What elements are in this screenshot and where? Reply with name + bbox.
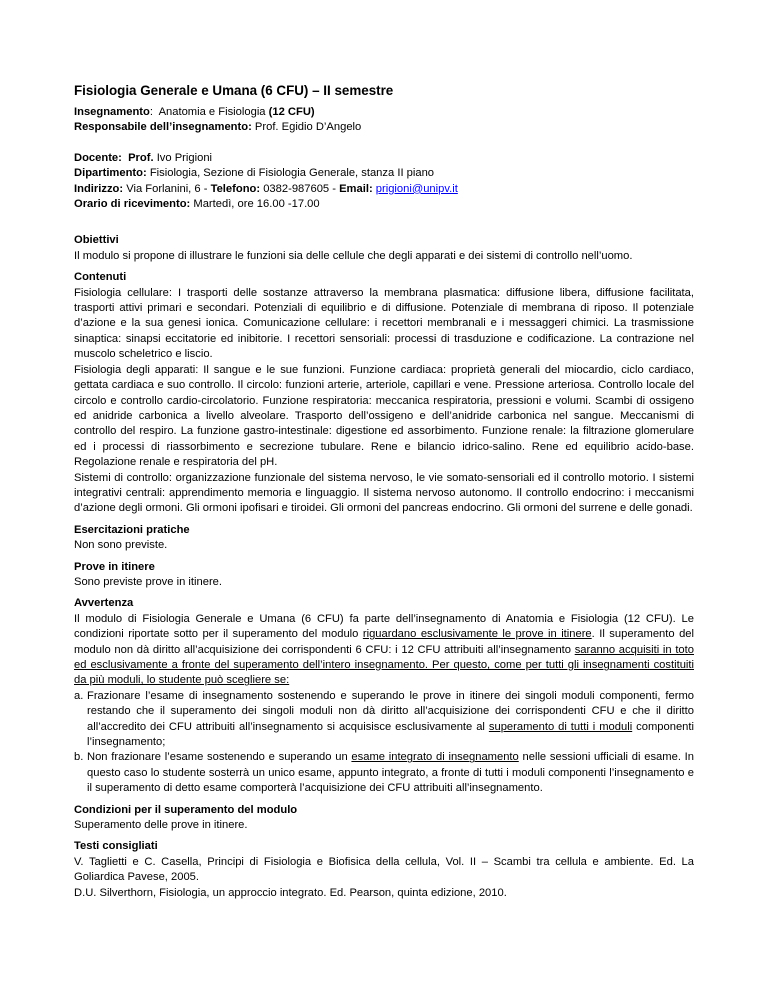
email-link[interactable]: prigioni@unipv.it xyxy=(375,182,458,195)
avvertenza-title: Avvertenza xyxy=(74,597,134,610)
indirizzo-label: Indirizzo: xyxy=(74,182,124,195)
esercitazioni-title: Esercitazioni pratiche xyxy=(74,523,190,536)
contenuti-title: Contenuti xyxy=(74,271,127,284)
insegnamento-value: Anatomia e Fisiologia xyxy=(158,106,266,118)
responsabile-line xyxy=(74,120,694,135)
obiettivi-title: Obiettivi xyxy=(74,234,119,247)
avvertenza-underline-2: saranno acquisiti in toto ed esclusivamente a fronte del superamento dell’intero insegnamento. Per questo, come per tutti gli insegnamenti costituiti da più moduli, lo studente può scegliere se: xyxy=(74,643,694,687)
obiettivi-text: Il modulo si propone di illustrare le funzioni sia delle cellule che degli apparati e dei sistemi di controllo nell’uomo. xyxy=(74,249,633,262)
avvertenza-options xyxy=(74,689,694,797)
prove-title: Prove in itinere xyxy=(74,560,155,573)
section-obiettivi xyxy=(74,233,694,264)
prove-text: Sono previste prove in itinere. xyxy=(74,575,223,588)
orario-line xyxy=(74,197,694,212)
section-prove xyxy=(74,560,694,591)
section-condizioni xyxy=(74,803,694,834)
section-testi xyxy=(74,839,694,901)
insegnamento-cfu: (12 CFU) xyxy=(268,106,315,118)
contenuti-paragraph-1: Fisiologia cellulare: I trasporti delle sostanze attraverso la membrana plasmatica: diffusione libera, diffusione facilitata, trasporti attivi primari e secondari. Potenziali di equilibrio e di diffusione. Potenziale di membrana di riposo. Il potenziale d’azione e la sua genesi ionica. Comunicazione cellulare: i recettori membranali e i messaggeri chimici. La trasmissione sinaptica: sinapsi eccitatorie ed inibitorie. I recettori sensoriali: processi di trasduzione e codificazione. La contrazione nel muscolo scheletrico e liscio. xyxy=(74,286,694,361)
option-b-end: nelle sessioni ufficiali di esame. In questo caso lo studente sosterrà un unico esame, appunto integrato, a fronte di tutti i moduli componenti l’insegnamento e il superamento di detto esame comporterà l’acquisizione dei CFU attribuiti all’insegnamento. xyxy=(87,751,694,795)
section-avvertenza xyxy=(74,596,694,796)
page-title: Fisiologia Generale e Umana (6 CFU) – II semestre xyxy=(74,83,394,98)
dipartimento-value: Fisiologia, Sezione di Fisiologia Generale, stanza II piano xyxy=(149,167,435,180)
list-marker-b: b. xyxy=(74,751,84,764)
telefono-value: 0382-987605 - xyxy=(263,182,336,195)
avvertenza-text-2: . Il superamento del modulo non dà diritto all’acquisizione dei corrispondenti 6 CFU: i 12 CFU attribuiti all’insegnamento xyxy=(74,628,695,656)
option-a-underline: superamento di tutti i moduli xyxy=(488,720,633,733)
list-marker-a: a. xyxy=(74,689,84,702)
contenuti-paragraph-3: Sistemi di controllo: organizzazione funzionale del sistema nervoso, le vie somato-sensoriali ed il controllo motorio. I sistemi integrativi centrali: apprendimento memoria e linguaggio. Il sistema nervoso autonomo. Il controllo endocrino: i meccanismi d’azione degli ormoni. Gli ormoni ipofisari e tiroidei. Gli ormoni del pancreas endocrino. Gli ormoni del surrene e delle gonadi. xyxy=(74,471,694,515)
list-item xyxy=(74,750,694,796)
avvertenza-text-1: Il modulo di Fisiologia Generale e Umana (6 CFU) fa parte dell’insegnamento di Anatomia e Fisiologia (12 CFU). Le condizioni riportate sotto per il superamento del modulo xyxy=(74,612,694,641)
responsabile-label: Responsabile dell’insegnamento: xyxy=(74,121,252,134)
esercitazioni-text: Non sono previste. xyxy=(74,539,168,552)
insegnamento-label: Insegnamento xyxy=(74,106,150,118)
docente-name: Ivo Prigioni xyxy=(156,151,213,164)
orario-value: Martedì, ore 16.00 -17.00 xyxy=(193,198,320,211)
contenuti-paragraph-2: Fisiologia degli apparati: Il sangue e le sue funzioni. Funzione cardiaca: proprietà generali del miocardio, ciclo cardiaco, gettata cardiaca e suo controllo. Il circolo: funzioni arterie, arteriole, capillari e vene. Pressione arteriosa. Controllo locale del circolo e controllo cardio-circolatorio. Funzione respiratoria: meccanica respiratoria, pressioni e volumi. Scambi di ossigeno ed anidride carbonica a livello alveolare. Trasporto dell’ossigeno e dell’anidride carbonica nel sangue. Meccanismi di controllo del respiro. La funzione gastro-intestinale: digestione ed assorbimento. Funzione renale: la filtrazione glomerulare ed i processi di riassorbimento e secrezione tubulare. Rene e bilancio idrico-salino. Rene ed equilibrio acido-base. Regolazione renale e respiratoria del pH. xyxy=(74,363,694,469)
condizioni-title: Condizioni per il superamento del modulo xyxy=(74,803,298,816)
section-esercitazioni xyxy=(74,523,694,554)
section-contenuti xyxy=(74,270,694,517)
indirizzo-value: Via Forlanini, 6 - xyxy=(126,182,208,195)
dipartimento-line xyxy=(74,166,694,181)
telefono-label: Telefono: xyxy=(210,182,261,195)
avvertenza-underline-1: riguardano esclusivamente le prove in itinere xyxy=(362,628,592,641)
insegnamento-line: Insegnamento: Anatomia e Fisiologia (12 CFU) xyxy=(74,106,315,118)
reference-2: D.U. Silverthorn, Fisiologia, un approccio integrato. Ed. Pearson, quinta edizione, 2010. xyxy=(74,886,507,899)
indirizzo-line xyxy=(74,182,694,197)
condizioni-text: Superamento delle prove in itinere. xyxy=(74,819,248,832)
orario-label: Orario di ricevimento: xyxy=(74,198,191,211)
avvertenza-text xyxy=(74,612,694,689)
option-a-end: componenti l’insegnamento; xyxy=(87,720,694,749)
list-item xyxy=(74,689,694,751)
responsabile-value: Prof. Egidio D’Angelo xyxy=(254,121,362,134)
option-a-text: Frazionare l’esame di insegnamento sostenendo e superando le prove in itinere dei singoli moduli componenti, fermo restando che il superamento dei singoli moduli non dà diritto all’acquisizione dei corrispondenti CFU e che il diritto all’accredito dei CFU attribuiti all’insegnamento si acquisisce esclusivamente al xyxy=(87,689,694,733)
docente-line xyxy=(74,151,694,166)
reference-1: V. Taglietti e C. Casella, Principi di Fisiologia e Biofisica della cellula, Vol. II – Scambi tra cellula e ambiente. Ed. La Goliardica Pavese, 2005. xyxy=(74,855,694,884)
email-label: Email: xyxy=(339,182,373,195)
option-b-underline: esame integrato di insegnamento xyxy=(351,751,519,764)
option-b-text: Non frazionare l’esame sostenendo e superando un xyxy=(87,751,352,764)
document-content xyxy=(74,82,694,901)
testi-title: Testi consigliati xyxy=(74,840,158,853)
docente-label: Docente: xyxy=(74,151,122,164)
docente-prof: Prof. xyxy=(128,151,154,164)
dipartimento-label: Dipartimento: xyxy=(74,167,147,180)
